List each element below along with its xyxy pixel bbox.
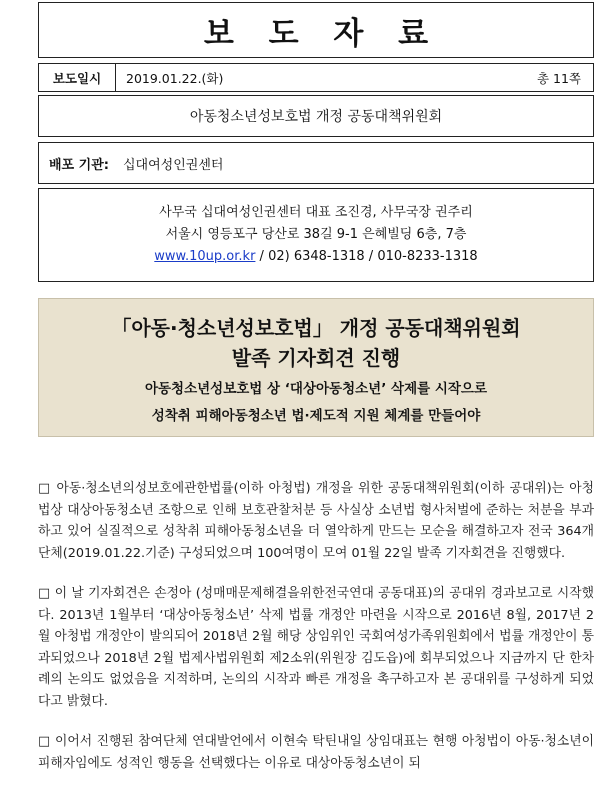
committee-name: 아동청소년성보호법 개정 공동대책위원회 bbox=[38, 95, 594, 137]
paragraph: □ 아동·청소년의성보호에관한법률(이하 아청법) 개정을 위한 공동대책위원회(이하 공대위)는 아청법상 대상아동청소년 조항으로 인해 보호관찰처분 등 사실상 소년법 형사처벌에 준하는 처분을 부과하고 있어 실질적으로 성착취 피해아동청소년을 더 열악하게 만드는 모순을 해결하고자 전국 364개 단체(2019.01.22.기준) 구성되었으며 100여명이 모여 01월 22일 발족 기자회견을 진행했다. bbox=[38, 481, 594, 561]
headline-line-1: 「아동·청소년성보호법」 개정 공동대책위원회 bbox=[111, 316, 521, 340]
website-link[interactable]: www.10up.or.kr bbox=[154, 249, 256, 264]
release-date: 2019.01.22.(화) bbox=[126, 70, 224, 86]
headline-line-2: 발족 기자회견 진행 bbox=[231, 346, 401, 370]
contact-line-address: 서울시 영등포구 당산로 38길 9-1 은혜빌딩 6층, 7층 bbox=[165, 227, 467, 242]
contact-box bbox=[38, 188, 594, 282]
page-count: 총 11쪽 bbox=[536, 70, 581, 86]
contact-line-staff: 사무국 십대여성인권센터 대표 조진경, 사무국장 권주리 bbox=[159, 205, 473, 220]
title-box bbox=[38, 2, 594, 58]
release-info-row bbox=[38, 63, 594, 92]
release-date-label: 보도일시 bbox=[39, 64, 116, 91]
phone-numbers: / 02) 6348-1318 / 010-8233-1318 bbox=[255, 249, 478, 264]
distribution-label: 배포 기관: bbox=[49, 157, 109, 173]
paragraph: □ 이 날 기자회견은 손정아 (성매매문제해결을위한전국연대 공동대표)의 공대위 경과보고로 시작했다. 2013년 1월부터 ‘대상아동청소년’ 삭제 법률 개정안 마련을 시작으로 2016년 8월, 2017년 2월 아청법 개정안이 발의되어 2018년 2월 해당 상임위인 국회여성가족위원회에서 법률 개정안이 통과되었으나 2018년 2월 법제사법위원회 제2소위(위원장 김도읍)에 회부되었으나 지금까지 단 한차례의 논의도 없었음을 지적하며, 논의의 시작과 빠른 개정을 촉구하고자 본 공대위를 구성하게 되었다고 밝혔다. bbox=[38, 586, 594, 709]
subheadline-line-1: 아동청소년성보호법 상 ‘대상아동청소년’ 삭제를 시작으로 bbox=[144, 381, 488, 397]
paragraph: □ 이어서 진행된 참여단체 연대발언에서 이현숙 탁틴내일 상임대표는 현행 아청법이 아동·청소년이 피해자임에도 성적인 행동을 선택했다는 이유로 대상아동청소년이 되 bbox=[38, 734, 594, 771]
distribution-row bbox=[38, 142, 594, 184]
distribution-org: 십대여성인권센터 bbox=[122, 157, 224, 173]
body-text bbox=[38, 478, 594, 793]
subheadline-line-2: 성착취 피해아동청소년 법·제도적 지원 체계를 만들어야 bbox=[151, 408, 481, 424]
contact-line-web-phone bbox=[39, 246, 593, 268]
page-title: 보 도 자 료 bbox=[203, 15, 441, 52]
headline-box bbox=[38, 298, 594, 437]
